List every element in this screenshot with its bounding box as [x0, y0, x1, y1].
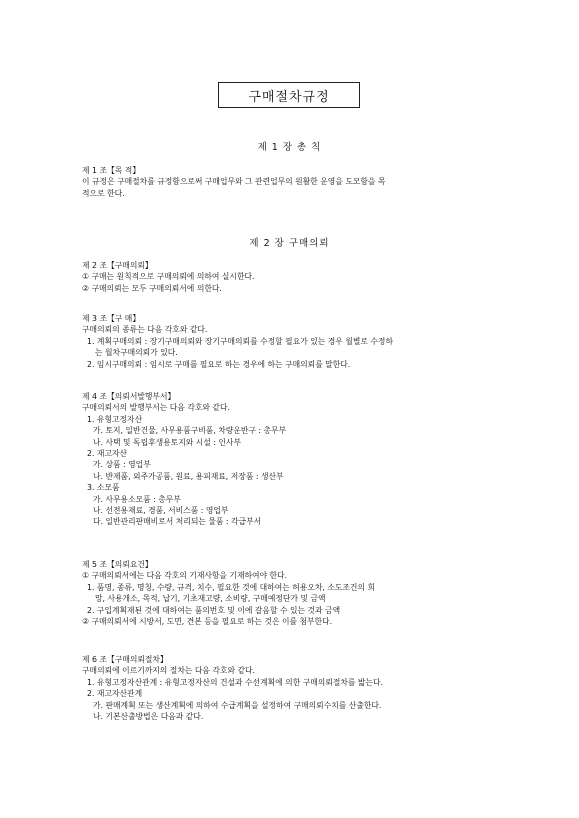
article-4-heading: 제 4 조【의뢰서발행부서】	[82, 392, 176, 401]
article-2-item: ① 구매는 원칙적으로 구매의뢰에 의하여 실시한다.	[82, 272, 255, 282]
article-3-intro: 구매의뢰의 종류는 다음 각호와 같다.	[82, 325, 208, 335]
article-2-heading: 제 2 조【구매의뢰】	[82, 261, 153, 270]
article-4-item: 1. 유형고정자산	[87, 414, 143, 424]
chapter-2-heading: 제 2 장 구매의뢰	[249, 238, 330, 249]
article-1	[82, 165, 502, 199]
article-5-paragraph: ① 구매의뢰서에는 다음 각호의 기재사항을 기재하여야 한다.	[82, 571, 288, 581]
article-4-subitem: 나. 반제품, 외주가공품, 원료, 용피재료, 저장품 : 생산부	[93, 471, 284, 481]
article-1-heading: 제 1 조【목 적】	[82, 166, 141, 175]
article-5-paragraph: ② 구매의뢰서에 시방서, 도면, 견본 등을 필요로 하는 것은 이를 첨부한다.	[82, 616, 333, 626]
article-3-item: 2. 임시구매의뢰 : 임시로 구매를 필요로 하는 경우에 하는 구매의뢰를 말한다.	[87, 359, 351, 369]
article-5-item-continued: 망, 사용개소, 목적, 납기, 기초재고량, 소비량, 구매예정단가 및 금액	[95, 594, 326, 604]
article-1-body-line: 적으로 한다.	[82, 188, 125, 198]
article-4	[82, 391, 502, 528]
article-3-item: 1. 계획구매의뢰 : 장기구매의뢰와 장기구매의뢰를 수정할 필요가 있는 경우 월별로 수정하	[87, 336, 393, 346]
article-6-intro: 구매의뢰에 이르기까지의 절차는 다음 각호와 같다.	[82, 666, 256, 676]
article-6-subitem: 가. 판매계획 또는 생산계획에 의하여 수급계획을 설정하여 구매의뢰수치를 산출한다.	[93, 700, 382, 710]
article-3	[82, 313, 502, 370]
article-1-body-line: 이 규정은 구매절차를 규정함으로써 구매업무와 그 관련업무의 원활한 운영을 도모함을 목	[82, 177, 386, 187]
article-5-item: 2. 구입계획재된 것에 대하여는 품의번호 및 이에 갈음할 수 있는 것과 금액	[87, 605, 341, 615]
article-6-item: 1. 유형고정자산관계 : 유형고정자산의 건설과 수선계획에 의한 구매의뢰절차를 밟는다.	[87, 677, 383, 687]
article-6-item: 2. 재고자산관계	[87, 689, 143, 699]
article-2	[82, 260, 502, 294]
article-2-item: ② 구매의뢰는 모두 구매의뢰서에 의한다.	[82, 283, 222, 293]
article-4-subitem: 다. 일반관리판매비로서 처리되는 물품 : 각급부서	[93, 517, 262, 527]
article-6-subitem: 나. 기본산출방법은 다음과 같다.	[93, 711, 204, 721]
article-6	[82, 654, 502, 722]
article-5-item: 1. 품명, 종류, 명칭, 수량, 규격, 치수, 필요한 것에 대하여는 허용오차, 소도조건의 희	[87, 582, 376, 592]
article-4-subitem: 가. 사무용소모품 : 총무부	[93, 494, 181, 504]
article-4-item: 3. 소모품	[87, 483, 120, 493]
article-3-heading: 제 3 조【구 매】	[82, 314, 141, 323]
chapter-1-heading: 제 1 장 총 칙	[257, 142, 322, 153]
article-4-intro: 구매의뢰서의 발행부서는 다음 각호와 같다.	[82, 403, 230, 413]
article-4-subitem: 나. 선전용재료, 경품, 서비스품 : 영업부	[93, 505, 229, 515]
article-4-subitem: 가. 상품 : 영업부	[93, 460, 151, 470]
document-title-text: 구매절차규정	[248, 89, 330, 105]
article-4-subitem: 나. 사택 및 독립후생용토지와 시설 : 인사부	[93, 437, 242, 447]
document-title	[218, 82, 360, 108]
article-4-subitem: 가. 토지, 일반건물, 사무용품구비품, 차량운반구 : 총무부	[93, 426, 287, 436]
article-5	[82, 559, 502, 627]
article-5-heading: 제 5 조【의뢰요건】	[82, 560, 153, 569]
article-4-item: 2. 재고자산	[87, 448, 128, 458]
article-6-heading: 제 6 조【구매의뢰절차】	[82, 655, 168, 664]
article-3-item-continued: 는 월차구매의뢰가 있다.	[95, 348, 178, 358]
